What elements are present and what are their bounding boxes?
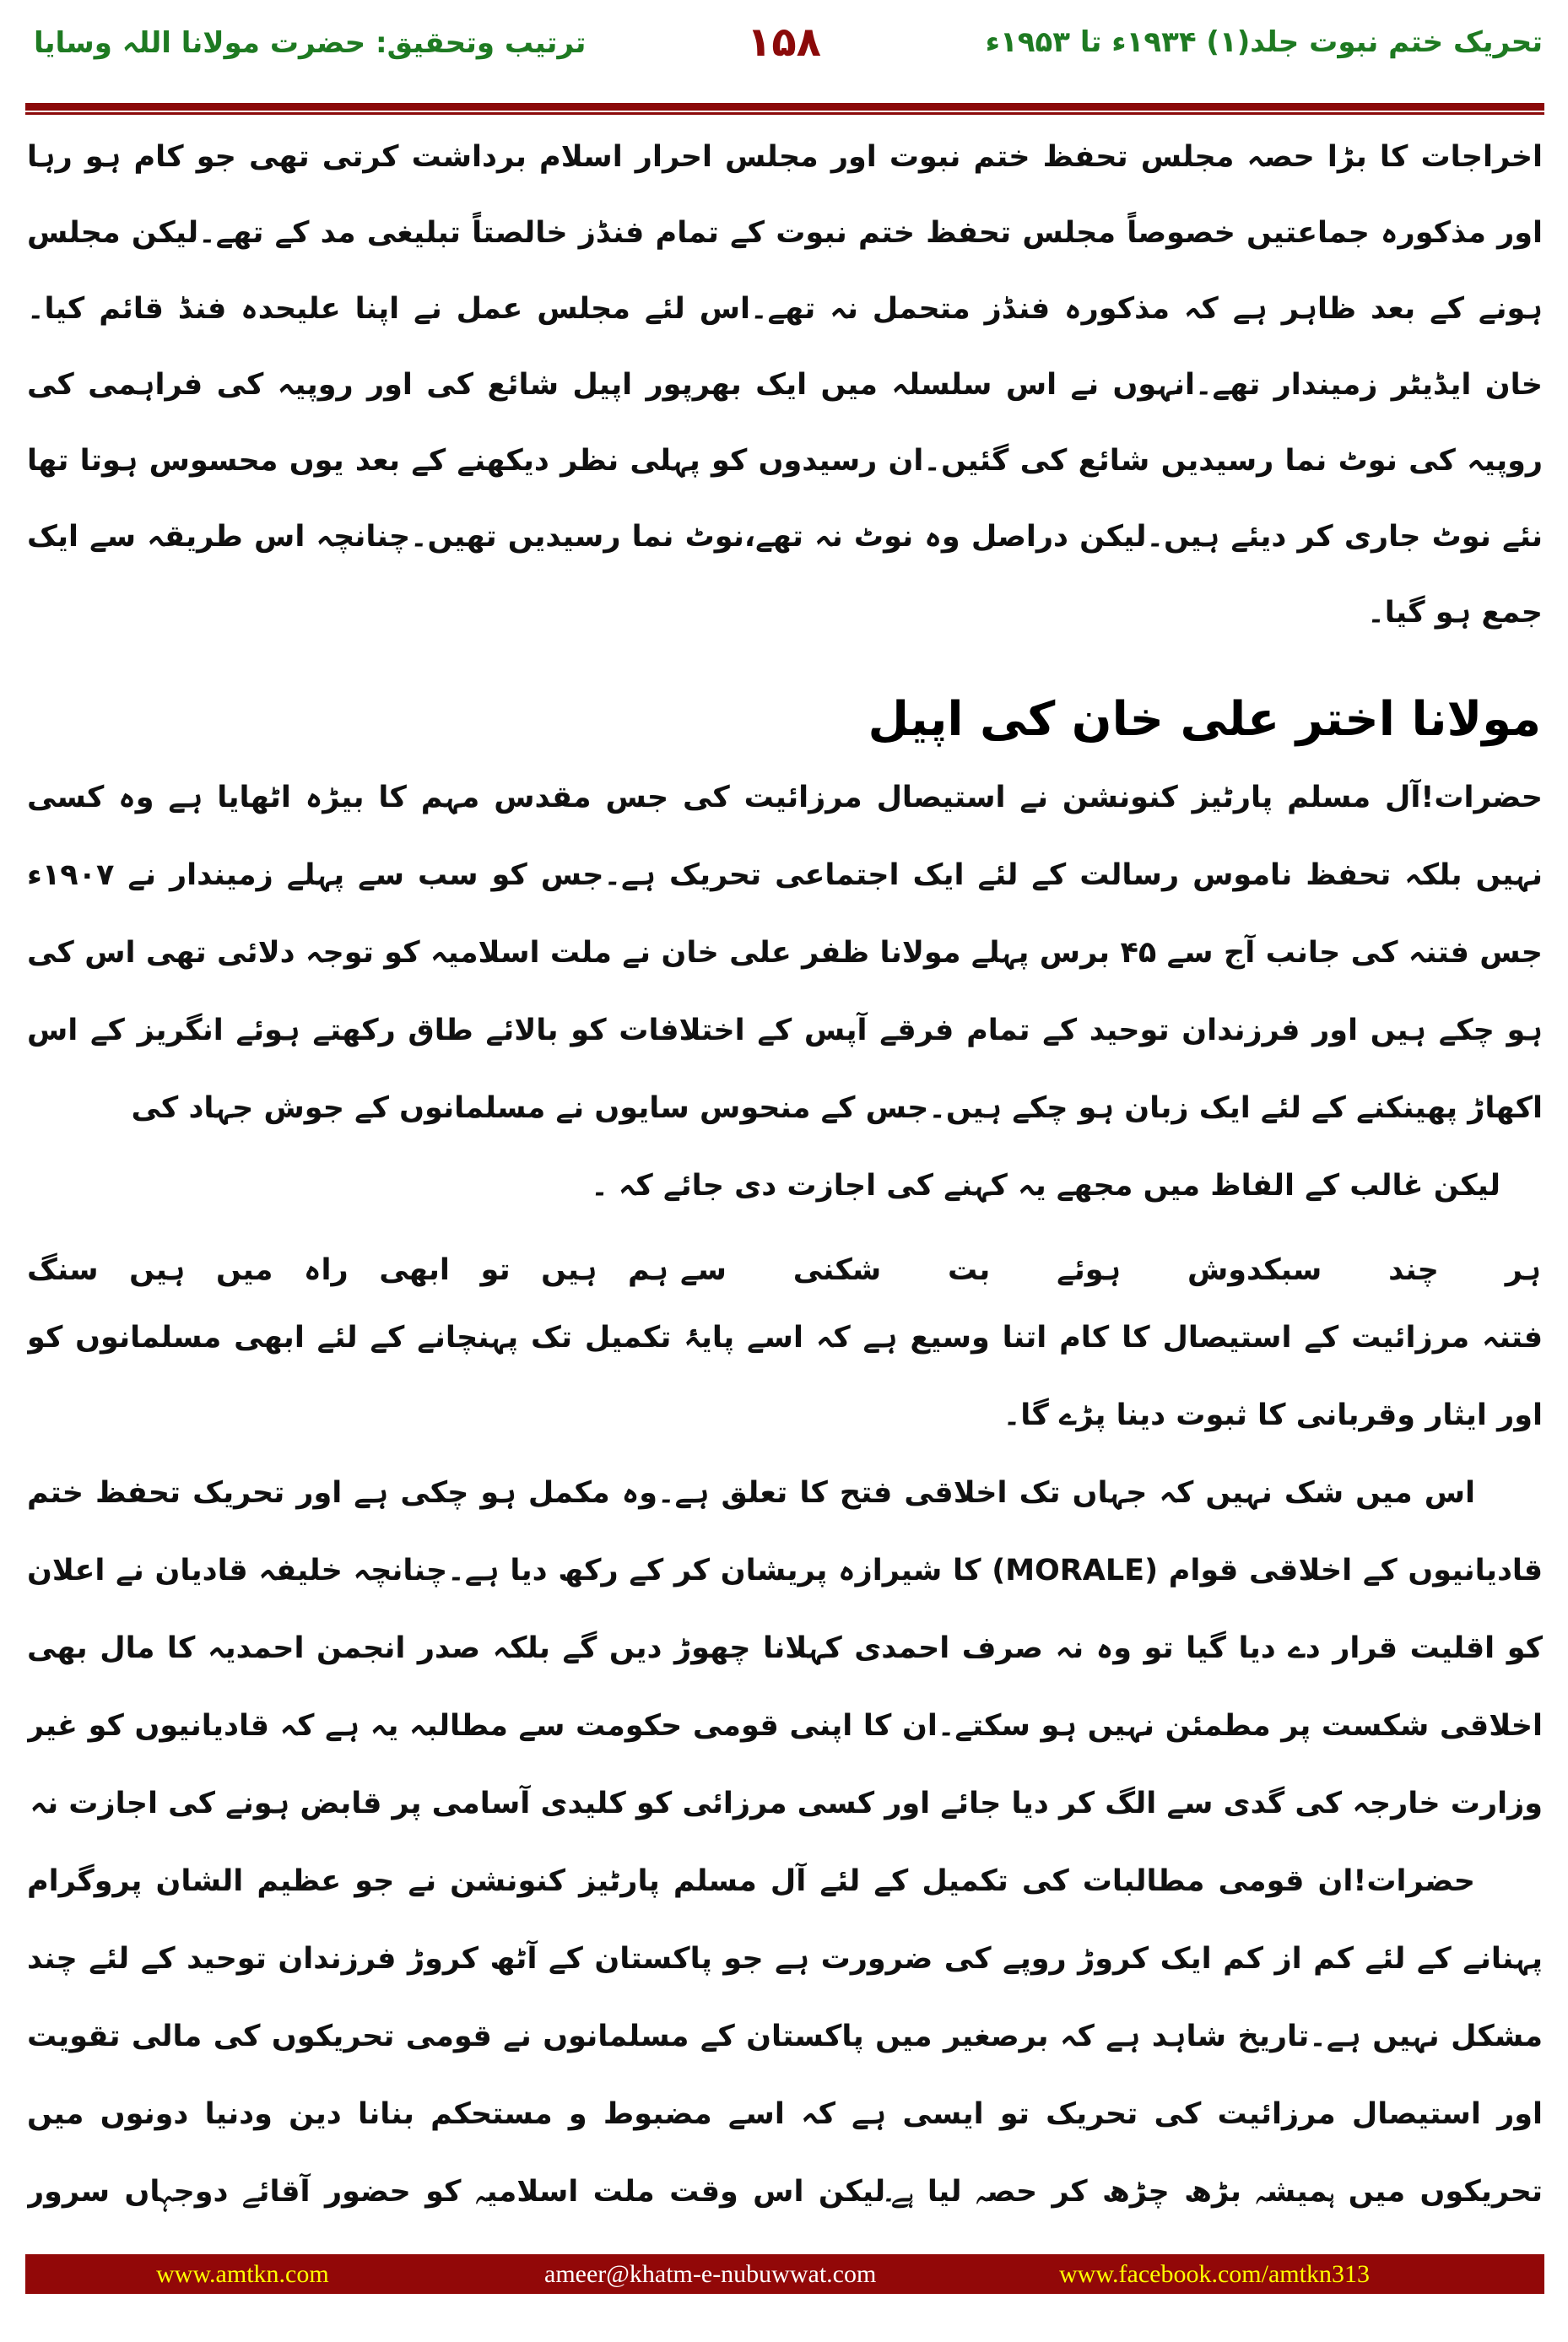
text-line: خان ایڈیٹر زمیندار تھے۔انہوں نے اس سلسلہ میں ایک بھرپور اپیل شائع کی اور روپیہ کی فراہمی کی — [27, 368, 1543, 402]
page-number: ۱۵۸ — [747, 19, 821, 66]
text-line: اور مذکورہ جماعتیں خصوصاً مجلس تحفظ ختم نبوت کے تمام فنڈز خالصتاً تبلیغی مد کے تھے۔لیکن مجلس — [27, 216, 1543, 250]
header-rule-thick — [25, 103, 1544, 111]
verse-second-hemistich: ہم ہیں تو ابھی راہ میں ہیں سنگ — [27, 1253, 668, 1287]
text-line: روپیہ کی نوٹ نما رسیدیں شائع کی گئیں۔ان رسیدوں کو پہلی نظر دیکھنے کے بعد یوں محسوس ہوتا تھا — [27, 444, 1543, 478]
text-line: پہنانے کے لئے کم از کم ایک کروڑ روپے کی ضرورت ہے جو پاکستان کے آٹھ کروڑ فرزندان توحید کے لئے چند — [27, 1942, 1543, 1976]
text-line: قادیانیوں کے اخلاقی قوام (MORALE) کا شیرازہ پریشان کر کے رکھ دیا ہے۔چنانچہ خلیفہ قادیان نے اعلان — [27, 1554, 1543, 1587]
text-line: اور استیصال مرزائیت کی تحریک تو ایسی ہے کہ اسے مضبوط و مستحکم بنانا دین ودنیا دونوں میں — [27, 2097, 1543, 2131]
text-line: وزارت خارجہ کی گدی سے الگ کر دیا جائے اور کسی مرزائی کو کلیدی آسامی پر قابض ہونے کی اجازت نہ — [30, 1787, 1543, 1820]
section-heading: مولانا اختر علی خان کی اپیل — [868, 692, 1541, 747]
book-title: تحریک ختم نبوت جلد(۱) ۱۹۳۴ء تا ۱۹۵۳ء — [985, 25, 1543, 59]
verse-first-hemistich: ہر چند سبکدوش ہوئے بت شکنی سے — [680, 1253, 1541, 1287]
text-line: اکھاڑ پھینکنے کے لئے ایک زبان ہو چکے ہیں۔جس کے منحوس سایوں نے مسلمانوں کے جوش جہاد کی — [131, 1091, 1543, 1125]
text-line: جمع ہو گیا۔ — [1367, 596, 1543, 630]
text-line: فتنہ مرزائیت کے استیصال کا کام اتنا وسیع ہے کہ اسے پایۂ تکمیل تک پہنچانے کے لئے ابھی مسلمانوں کو — [27, 1321, 1543, 1355]
website-link[interactable]: www.amtkn.com — [156, 2260, 329, 2288]
text-line: حضرات!ان قومی مطالبات کی تکمیل کے لئے آل مسلم پارٹیز کنونشن نے جو عظیم الشان پروگرام — [27, 1864, 1475, 1898]
text-line: کو اقلیت قرار دے دیا گیا تو وہ نہ صرف احمدی کہلانا چھوڑ دیں گے بلکہ صدر انجمن احمدیہ کا مال بھی — [27, 1631, 1543, 1665]
text-line: ہونے کے بعد ظاہر ہے کہ مذکورہ فنڈز متحمل نہ تھے۔اس لئے مجلس عمل نے اپنا علیحدہ فنڈ قائم کیا۔ — [27, 292, 1543, 326]
text-line: لیکن غالب کے الفاظ میں مجھے یہ کہنے کی اجازت دی جائے کہ ۔ — [591, 1169, 1500, 1203]
text-line: حضرات!آل مسلم پارٹیز کنونشن نے استیصال مرزائیت کی جس مقدس مہم کا بیڑہ اٹھایا ہے وہ کسی — [27, 781, 1543, 814]
text-line: نئے نوٹ جاری کر دیئے ہیں۔لیکن دراصل وہ نوٹ نہ تھے،نوٹ نما رسیدیں تھیں۔چنانچہ اس طریقہ سے ایک — [27, 520, 1543, 554]
text-line: ہو چکے ہیں اور فرزندان توحید کے تمام فرقے آپس کے اختلافات کو بالائے طاق رکھتے ہوئے انگریز کے اس — [27, 1014, 1543, 1047]
compiler-credit: ترتیب وتحقیق: حضرت مولانا اللہ وسایا — [34, 26, 587, 60]
text-line: نہیں بلکہ تحفظ ناموس رسالت کے لئے ایک اجتماعی تحریک ہے۔جس کو سب سے پہلے زمیندار نے ۱۹۰۷ء — [27, 858, 1543, 892]
text-line: مشکل نہیں ہے۔تاریخ شاہد ہے کہ برصغیر میں پاکستان کے مسلمانوں نے قومی تحریکوں کی مالی تقویت — [27, 2020, 1543, 2053]
email-link[interactable]: ameer@khatm-e-nubuwwat.com — [544, 2260, 877, 2288]
text-line: اور ایثار وقربانی کا ثبوت دینا پڑے گا۔ — [1003, 1398, 1543, 1432]
text-line: اس میں شک نہیں کہ جہاں تک اخلاقی فتح کا تعلق ہے۔وہ مکمل ہو چکی ہے اور تحریک تحفظ ختم — [27, 1476, 1475, 1510]
text-line: اخراجات کا بڑا حصہ مجلس تحفظ ختم نبوت اور مجلس احرار اسلام برداشت کرتی تھی جو کام ہو رہا — [27, 140, 1543, 174]
footer-bar — [25, 2254, 1544, 2294]
facebook-link[interactable]: www.facebook.com/amtkn313 — [1059, 2260, 1370, 2288]
header-rule-thin — [25, 112, 1544, 115]
text-line: اخلاقی شکست پر مطمئن نہیں ہو سکتے۔ان کا اپنی قومی حکومت سے مطالبہ یہ ہے کہ قادیانیوں کو غیر — [27, 1709, 1543, 1743]
text-line: تحریکوں میں ہمیشہ بڑھ چڑھ کر حصہ لیا ہے۔لیکن اس وقت ملت اسلامیہ کو حضور آقائے دوجہاں سرور — [27, 2175, 1543, 2209]
text-line: جس فتنہ کی جانب آج سے ۴۵ برس پہلے مولانا ظفر علی خان نے ملت اسلامیہ کو توجہ دلائی تھی اس کی — [27, 936, 1543, 970]
